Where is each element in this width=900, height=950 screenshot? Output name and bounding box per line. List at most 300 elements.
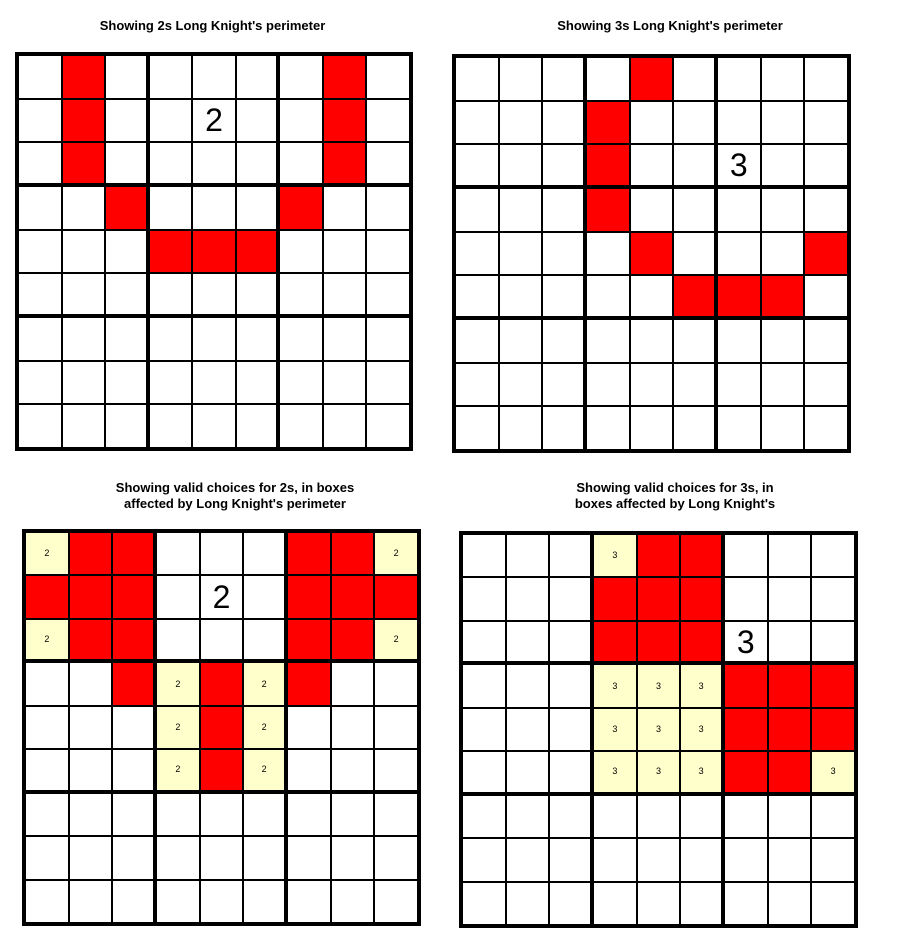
title-line: boxes affected by Long Knight's: [574, 496, 776, 511]
empty-cell: [366, 99, 410, 143]
red-cell: [586, 188, 630, 232]
red-cell: [105, 186, 149, 230]
given-digit: 3: [736, 623, 755, 660]
red-cell: [761, 275, 805, 319]
empty-cell: [331, 793, 375, 836]
empty-cell: [637, 795, 681, 838]
red-cell: [374, 575, 418, 618]
empty-cell: [192, 273, 236, 317]
candidate-cell: [156, 662, 200, 705]
empty-cell: [768, 534, 812, 577]
candidate-cell: [25, 619, 69, 662]
sudoku-grid-2s-perimeter: [15, 52, 413, 451]
red-cell: [717, 275, 761, 319]
empty-cell: [149, 317, 193, 361]
empty-cell: [287, 880, 331, 923]
empty-cell: [804, 319, 848, 363]
empty-cell: [586, 275, 630, 319]
red-cell: [331, 532, 375, 575]
empty-cell: [18, 317, 62, 361]
empty-cell: [811, 838, 855, 881]
empty-cell: [673, 144, 717, 188]
empty-cell: [156, 793, 200, 836]
empty-cell: [593, 795, 637, 838]
red-cell: [200, 749, 244, 792]
empty-cell: [549, 882, 593, 925]
candidate-digit: 3: [655, 723, 661, 734]
candidate-digit: 2: [393, 548, 399, 559]
empty-cell: [105, 317, 149, 361]
title-line: Showing 2s Long Knight's perimeter: [99, 18, 326, 33]
empty-cell: [761, 57, 805, 101]
red-cell: [149, 230, 193, 274]
empty-cell: [586, 57, 630, 101]
empty-cell: [506, 621, 550, 664]
candidate-digit: 2: [261, 678, 267, 689]
empty-cell: [18, 273, 62, 317]
red-cell: [287, 532, 331, 575]
title-line: Showing valid choices for 3s, in: [576, 480, 774, 495]
empty-cell: [542, 406, 586, 450]
empty-cell: [331, 706, 375, 749]
empty-cell: [455, 101, 499, 145]
given-digit: 3: [729, 147, 748, 184]
candidate-cell: [680, 664, 724, 707]
candidate-cell: [25, 532, 69, 575]
empty-cell: [25, 662, 69, 705]
empty-cell: [499, 406, 543, 450]
empty-cell: [462, 664, 506, 707]
panel-title-3s-perimeter: [470, 18, 870, 34]
sudoku-grid-3s-perimeter: [452, 54, 851, 453]
empty-cell: [366, 404, 410, 448]
red-cell: [287, 662, 331, 705]
empty-cell: [499, 188, 543, 232]
empty-cell: [236, 273, 280, 317]
candidate-cell: [593, 534, 637, 577]
empty-cell: [499, 101, 543, 145]
empty-cell: [768, 838, 812, 881]
empty-cell: [62, 273, 106, 317]
empty-cell: [69, 662, 113, 705]
empty-cell: [287, 749, 331, 792]
empty-cell: [804, 188, 848, 232]
empty-cell: [69, 706, 113, 749]
empty-cell: [69, 836, 113, 879]
empty-cell: [279, 99, 323, 143]
empty-cell: [506, 795, 550, 838]
empty-cell: [462, 882, 506, 925]
empty-cell: [499, 319, 543, 363]
empty-cell: [462, 751, 506, 794]
empty-cell: [243, 793, 287, 836]
empty-cell: [673, 363, 717, 407]
candidate-cell: [637, 751, 681, 794]
empty-cell: [366, 273, 410, 317]
red-cell: [768, 708, 812, 751]
empty-cell: [236, 361, 280, 405]
empty-cell: [717, 101, 761, 145]
empty-cell: [156, 575, 200, 618]
empty-cell: [542, 363, 586, 407]
red-cell: [62, 99, 106, 143]
given-cell: [724, 621, 768, 664]
panel-title-2s-perimeter: [20, 18, 405, 34]
empty-cell: [18, 186, 62, 230]
empty-cell: [105, 55, 149, 99]
empty-cell: [112, 793, 156, 836]
empty-cell: [69, 880, 113, 923]
empty-cell: [761, 101, 805, 145]
candidate-digit: 2: [175, 678, 181, 689]
empty-cell: [279, 55, 323, 99]
empty-cell: [149, 142, 193, 186]
empty-cell: [724, 838, 768, 881]
empty-cell: [236, 142, 280, 186]
empty-cell: [366, 317, 410, 361]
empty-cell: [542, 275, 586, 319]
candidate-cell: [243, 706, 287, 749]
empty-cell: [593, 838, 637, 881]
empty-cell: [323, 317, 367, 361]
red-cell: [637, 534, 681, 577]
empty-cell: [18, 99, 62, 143]
empty-cell: [279, 273, 323, 317]
empty-cell: [724, 795, 768, 838]
empty-cell: [236, 404, 280, 448]
red-cell: [323, 55, 367, 99]
empty-cell: [156, 836, 200, 879]
red-cell: [724, 664, 768, 707]
empty-cell: [717, 363, 761, 407]
empty-cell: [455, 275, 499, 319]
empty-cell: [630, 275, 674, 319]
empty-cell: [366, 230, 410, 274]
empty-cell: [506, 838, 550, 881]
empty-cell: [69, 749, 113, 792]
empty-cell: [25, 706, 69, 749]
empty-cell: [62, 186, 106, 230]
empty-cell: [192, 361, 236, 405]
candidate-digit: 3: [698, 766, 704, 777]
red-cell: [192, 230, 236, 274]
empty-cell: [156, 619, 200, 662]
empty-cell: [811, 621, 855, 664]
empty-cell: [630, 363, 674, 407]
empty-cell: [243, 880, 287, 923]
empty-cell: [673, 101, 717, 145]
empty-cell: [717, 57, 761, 101]
red-cell: [62, 142, 106, 186]
empty-cell: [630, 144, 674, 188]
empty-cell: [717, 406, 761, 450]
empty-cell: [18, 404, 62, 448]
empty-cell: [542, 144, 586, 188]
candidate-cell: [637, 708, 681, 751]
given-digit: 2: [212, 579, 231, 616]
candidate-cell: [593, 664, 637, 707]
empty-cell: [331, 880, 375, 923]
empty-cell: [499, 275, 543, 319]
empty-cell: [549, 751, 593, 794]
empty-cell: [549, 577, 593, 620]
given-cell: [717, 144, 761, 188]
empty-cell: [680, 882, 724, 925]
empty-cell: [462, 838, 506, 881]
empty-cell: [724, 577, 768, 620]
empty-cell: [105, 361, 149, 405]
empty-cell: [804, 101, 848, 145]
empty-cell: [811, 534, 855, 577]
empty-cell: [673, 232, 717, 276]
empty-cell: [149, 55, 193, 99]
candidate-digit: 3: [612, 550, 618, 561]
empty-cell: [279, 361, 323, 405]
empty-cell: [192, 317, 236, 361]
candidate-digit: 3: [830, 766, 836, 777]
empty-cell: [462, 577, 506, 620]
red-cell: [593, 577, 637, 620]
empty-cell: [374, 793, 418, 836]
empty-cell: [149, 273, 193, 317]
empty-cell: [366, 186, 410, 230]
empty-cell: [549, 795, 593, 838]
red-cell: [112, 619, 156, 662]
candidate-digit: 3: [612, 680, 618, 691]
red-cell: [287, 619, 331, 662]
empty-cell: [243, 619, 287, 662]
candidate-digit: 2: [393, 634, 399, 645]
empty-cell: [200, 880, 244, 923]
candidate-cell: [680, 751, 724, 794]
empty-cell: [105, 142, 149, 186]
empty-cell: [724, 882, 768, 925]
title-line: Showing valid choices for 2s, in boxes: [115, 480, 355, 495]
empty-cell: [62, 230, 106, 274]
candidate-cell: [374, 619, 418, 662]
empty-cell: [680, 838, 724, 881]
empty-cell: [149, 99, 193, 143]
candidate-cell: [156, 706, 200, 749]
empty-cell: [279, 230, 323, 274]
empty-cell: [506, 708, 550, 751]
empty-cell: [236, 186, 280, 230]
empty-cell: [506, 751, 550, 794]
red-cell: [804, 232, 848, 276]
empty-cell: [462, 621, 506, 664]
panel-title-2s-valid-choices: [20, 480, 450, 512]
empty-cell: [717, 188, 761, 232]
empty-cell: [279, 142, 323, 186]
red-cell: [768, 751, 812, 794]
empty-cell: [761, 188, 805, 232]
sudoku-grid-2s-valid-choices: [22, 529, 421, 926]
empty-cell: [18, 361, 62, 405]
empty-cell: [586, 406, 630, 450]
empty-cell: [673, 57, 717, 101]
red-cell: [200, 662, 244, 705]
empty-cell: [192, 186, 236, 230]
empty-cell: [542, 232, 586, 276]
empty-cell: [717, 319, 761, 363]
red-cell: [811, 708, 855, 751]
candidate-cell: [637, 664, 681, 707]
empty-cell: [366, 142, 410, 186]
red-cell: [287, 575, 331, 618]
empty-cell: [804, 57, 848, 101]
empty-cell: [804, 275, 848, 319]
empty-cell: [287, 706, 331, 749]
red-cell: [200, 706, 244, 749]
red-cell: [112, 662, 156, 705]
empty-cell: [506, 534, 550, 577]
empty-cell: [18, 230, 62, 274]
red-cell: [593, 621, 637, 664]
empty-cell: [62, 361, 106, 405]
title-line: affected by Long Knight's perimeter: [124, 496, 346, 511]
sudoku-grid-3s-valid-choices: [459, 531, 858, 928]
empty-cell: [243, 532, 287, 575]
empty-cell: [374, 706, 418, 749]
empty-cell: [768, 795, 812, 838]
empty-cell: [455, 188, 499, 232]
candidate-digit: 2: [261, 721, 267, 732]
red-cell: [724, 708, 768, 751]
empty-cell: [804, 363, 848, 407]
empty-cell: [366, 361, 410, 405]
empty-cell: [25, 749, 69, 792]
empty-cell: [374, 749, 418, 792]
empty-cell: [549, 838, 593, 881]
empty-cell: [630, 188, 674, 232]
red-cell: [586, 101, 630, 145]
empty-cell: [761, 319, 805, 363]
empty-cell: [761, 406, 805, 450]
empty-cell: [243, 836, 287, 879]
red-cell: [69, 575, 113, 618]
empty-cell: [192, 404, 236, 448]
empty-cell: [331, 836, 375, 879]
candidate-cell: [243, 749, 287, 792]
candidate-digit: 2: [44, 634, 50, 645]
empty-cell: [673, 319, 717, 363]
candidate-digit: 3: [612, 723, 618, 734]
empty-cell: [549, 708, 593, 751]
red-cell: [673, 275, 717, 319]
empty-cell: [25, 880, 69, 923]
empty-cell: [506, 664, 550, 707]
empty-cell: [455, 232, 499, 276]
red-cell: [69, 619, 113, 662]
red-cell: [630, 232, 674, 276]
empty-cell: [761, 363, 805, 407]
candidate-digit: 2: [175, 721, 181, 732]
red-cell: [62, 55, 106, 99]
empty-cell: [105, 273, 149, 317]
empty-cell: [366, 55, 410, 99]
empty-cell: [112, 749, 156, 792]
empty-cell: [323, 361, 367, 405]
red-cell: [236, 230, 280, 274]
candidate-cell: [593, 708, 637, 751]
candidate-cell: [156, 749, 200, 792]
empty-cell: [549, 664, 593, 707]
empty-cell: [192, 142, 236, 186]
candidate-cell: [374, 532, 418, 575]
empty-cell: [105, 404, 149, 448]
empty-cell: [112, 706, 156, 749]
empty-cell: [105, 99, 149, 143]
candidate-digit: 2: [175, 764, 181, 775]
empty-cell: [506, 882, 550, 925]
empty-cell: [62, 317, 106, 361]
empty-cell: [768, 882, 812, 925]
red-cell: [112, 575, 156, 618]
empty-cell: [462, 795, 506, 838]
empty-cell: [768, 577, 812, 620]
candidate-digit: 3: [698, 680, 704, 691]
empty-cell: [149, 404, 193, 448]
empty-cell: [25, 793, 69, 836]
empty-cell: [811, 795, 855, 838]
empty-cell: [112, 836, 156, 879]
empty-cell: [18, 142, 62, 186]
empty-cell: [549, 621, 593, 664]
given-digit: 2: [205, 102, 223, 139]
empty-cell: [462, 534, 506, 577]
empty-cell: [542, 101, 586, 145]
red-cell: [279, 186, 323, 230]
empty-cell: [680, 795, 724, 838]
empty-cell: [804, 406, 848, 450]
given-cell: [200, 575, 244, 618]
empty-cell: [506, 577, 550, 620]
empty-cell: [156, 880, 200, 923]
empty-cell: [586, 232, 630, 276]
red-cell: [637, 577, 681, 620]
empty-cell: [62, 404, 106, 448]
empty-cell: [374, 880, 418, 923]
empty-cell: [287, 793, 331, 836]
red-cell: [768, 664, 812, 707]
empty-cell: [499, 363, 543, 407]
candidate-digit: 3: [655, 766, 661, 777]
empty-cell: [323, 273, 367, 317]
red-cell: [630, 57, 674, 101]
red-cell: [680, 577, 724, 620]
empty-cell: [149, 186, 193, 230]
candidate-digit: 2: [44, 548, 50, 559]
empty-cell: [455, 363, 499, 407]
empty-cell: [761, 232, 805, 276]
red-cell: [811, 664, 855, 707]
empty-cell: [236, 99, 280, 143]
empty-cell: [287, 836, 331, 879]
empty-cell: [69, 793, 113, 836]
empty-cell: [149, 361, 193, 405]
given-cell: [192, 99, 236, 143]
empty-cell: [673, 406, 717, 450]
empty-cell: [549, 534, 593, 577]
red-cell: [680, 534, 724, 577]
empty-cell: [331, 749, 375, 792]
empty-cell: [112, 880, 156, 923]
empty-cell: [236, 317, 280, 361]
candidate-cell: [243, 662, 287, 705]
empty-cell: [673, 188, 717, 232]
empty-cell: [374, 836, 418, 879]
empty-cell: [200, 619, 244, 662]
